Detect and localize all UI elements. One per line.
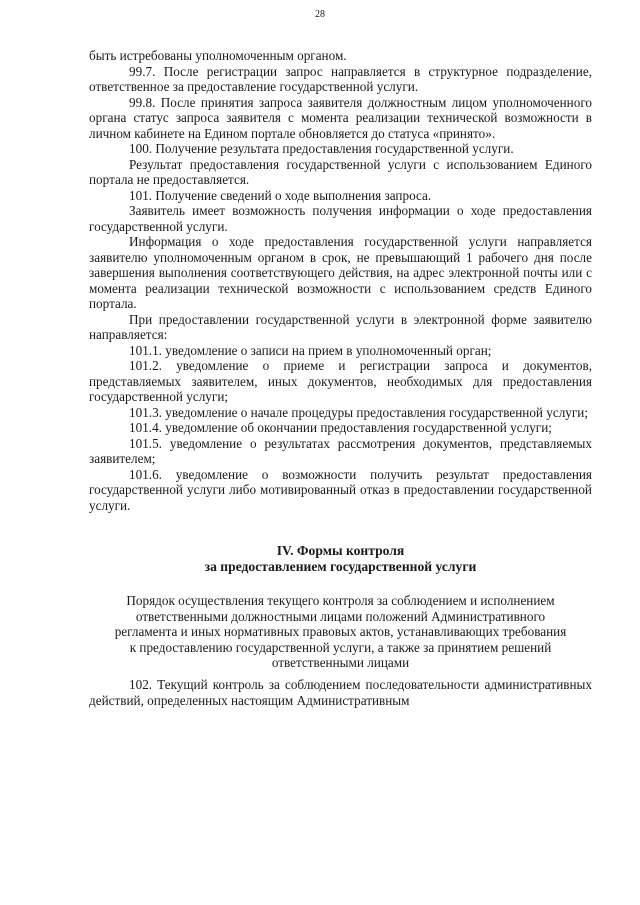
paragraph: 101. Получение сведений о ходе выполнения запроса.	[129, 187, 432, 203]
subsection-heading-line: ответственными лицами	[271, 655, 410, 670]
paragraph: 101.5. уведомление о результатах рассмотрения документов, представляемых заявителем;	[89, 435, 592, 466]
section-heading	[89, 543, 592, 575]
paragraph: 100. Получение результата предоставления государственной услуги.	[129, 141, 514, 156]
paragraph: Заявитель имеет возможность получения информации о ходе предоставления государственной услуги.	[89, 203, 592, 234]
paragraph: 99.8. После принятия запроса заявителя должностным лицом уполномоченного органа статус запроса заявителя с момента реализации технической возможности в личном кабинете на Едином портале обновляется до статуса «принято».	[89, 94, 592, 141]
paragraph: 99.7. После регистрации запрос направляется в структурное подразделение, ответственное за предоставление государственной услуги.	[89, 63, 592, 94]
section-heading-line: за предоставлением государственной услуги	[204, 559, 477, 574]
paragraph: 101.2. уведомление о приеме и регистрации запроса и документов, представляемых заявителем, иных документов, необходимых для предоставления государственной услуги;	[89, 358, 592, 404]
paragraph: При предоставлении государственной услуги в электронной форме заявителю направляется:	[89, 311, 592, 342]
subsection-heading-line: регламента и иных нормативных правовых актов, устанавливающих требования	[114, 624, 567, 639]
paragraph: 101.6. уведомление о возможности получить результат предоставления государственной услуги либо мотивированный отказ в предоставлении государственной услуги.	[89, 466, 592, 513]
paragraph: 101.3. уведомление о начале процедуры предоставления государственной услуги;	[129, 404, 589, 420]
section-heading-line: IV. Формы контроля	[276, 543, 405, 558]
paragraph: быть истребованы уполномоченным органом.	[89, 48, 347, 63]
subsection-heading-line: к предоставлению государственной услуги, а также за принятием решений	[129, 639, 552, 655]
subsection-heading-line: ответственными должностными лицами положений Административного	[135, 608, 546, 624]
paragraph: Информация о ходе предоставления государственной услуги направляется заявителю уполномоченным органом в срок, не превышающий 1 рабочего дня после завершения выполнения соответствующего действия, на адрес электронной почты или с момента реализации технической возможности с использованием средств Единого портала.	[89, 234, 592, 311]
subsection-heading-line: Порядок осуществления текущего контроля за соблюдением и исполнением	[126, 593, 555, 608]
paragraph: 102. Текущий контроль за соблюдением последовательности административных действий, определенных настоящим Административным	[89, 677, 592, 708]
body-text	[89, 48, 592, 513]
subsection-heading	[89, 593, 592, 671]
paragraph: Результат предоставления государственной услуги с использованием Единого портала не предоставляется.	[89, 156, 592, 187]
paragraph: 101.1. уведомление о записи на прием в уполномоченный орган;	[129, 342, 492, 358]
tail-text	[89, 677, 592, 708]
page-number: 28	[315, 9, 325, 20]
paragraph: 101.4. уведомление об окончании предоставления государственной услуги;	[129, 420, 552, 435]
